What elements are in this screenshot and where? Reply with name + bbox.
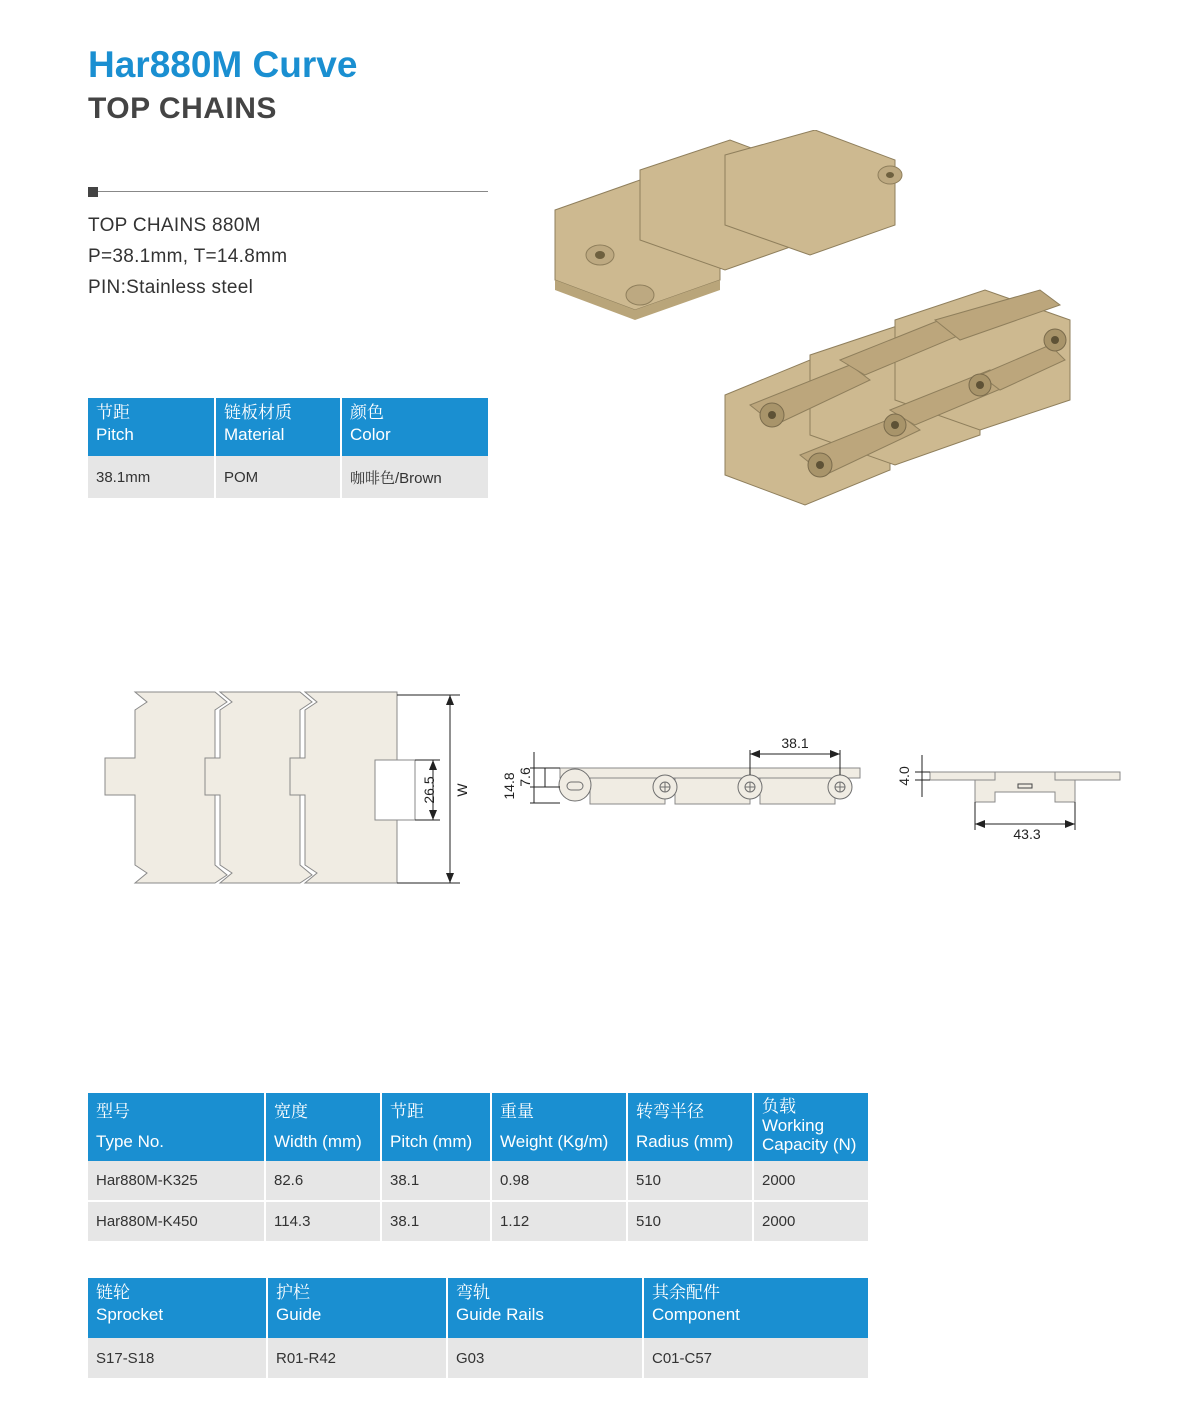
- header-weight: 重量 Weight (Kg/m): [491, 1093, 627, 1161]
- header-guide: 护栏 Guide: [267, 1278, 447, 1338]
- dimension-label-7-6: 7.6: [517, 767, 533, 787]
- cell-width: 114.3: [265, 1201, 381, 1241]
- dimension-label-14-8: 14.8: [501, 772, 517, 800]
- header-width: 宽度 Width (mm): [265, 1093, 381, 1161]
- cell-weight: 1.12: [491, 1201, 627, 1241]
- cell-guide: R01-R42: [267, 1338, 447, 1378]
- cell-width: 82.6: [265, 1161, 381, 1201]
- divider-marker: [88, 187, 98, 197]
- spec-line-model: TOP CHAINS 880M: [88, 215, 261, 236]
- page-subtitle: TOP CHAINS: [88, 92, 277, 125]
- material-table: [88, 398, 488, 498]
- cell-weight: 0.98: [491, 1161, 627, 1201]
- cell-color: 咖啡色/Brown: [341, 456, 488, 498]
- header-color: 颜色 Color: [341, 398, 488, 456]
- section-divider: [88, 191, 488, 192]
- cell-capacity: 2000: [753, 1201, 868, 1241]
- header-material: 链板材质 Material: [215, 398, 341, 456]
- header-component: 其余配件 Component: [643, 1278, 868, 1338]
- dimension-label-w: W: [454, 783, 470, 797]
- header-type-no: 型号 Type No.: [88, 1093, 265, 1161]
- dimension-label-43-3: 43.3: [1013, 826, 1041, 842]
- header-sprocket: 链轮 Sprocket: [88, 1278, 267, 1338]
- cell-radius: 510: [627, 1201, 753, 1241]
- cell-type-no: Har880M-K450: [88, 1201, 265, 1241]
- dimension-label-pitch: 38.1: [781, 735, 809, 751]
- accessory-table: [88, 1278, 868, 1378]
- header-pitch-mm: 节距 Pitch (mm): [381, 1093, 491, 1161]
- cell-radius: 510: [627, 1161, 753, 1201]
- chain-bottom-view-image: [720, 285, 1080, 510]
- page-title: Har880M Curve: [88, 44, 358, 85]
- cell-sprocket: S17-S18: [88, 1338, 267, 1378]
- dimension-label-26-5: 26.5: [421, 776, 437, 804]
- cell-component: C01-C57: [643, 1338, 868, 1378]
- header-guide-rails: 弯轨 Guide Rails: [447, 1278, 643, 1338]
- cell-pitch: 38.1: [381, 1201, 491, 1241]
- cell-type-no: Har880M-K325: [88, 1161, 265, 1201]
- cell-pitch: 38.1: [381, 1161, 491, 1201]
- cell-guide-rails: G03: [447, 1338, 643, 1378]
- type-table: [88, 1093, 868, 1241]
- header-radius: 转弯半径 Radius (mm): [627, 1093, 753, 1161]
- spec-line-dimensions: P=38.1mm, T=14.8mm: [88, 246, 288, 267]
- cell-pitch: 38.1mm: [88, 456, 215, 498]
- spec-line-pin: PIN:Stainless steel: [88, 277, 254, 298]
- side-view-drawing: [490, 730, 870, 820]
- cell-material: POM: [215, 456, 341, 498]
- dimension-label-4-0: 4.0: [896, 766, 912, 786]
- header-pitch: 节距 Pitch: [88, 398, 215, 456]
- top-view-drawing: [95, 680, 475, 900]
- front-view-drawing: [890, 750, 1130, 850]
- cell-capacity: 2000: [753, 1161, 868, 1201]
- header-working-capacity: 负载 Working Capacity (N): [753, 1093, 868, 1161]
